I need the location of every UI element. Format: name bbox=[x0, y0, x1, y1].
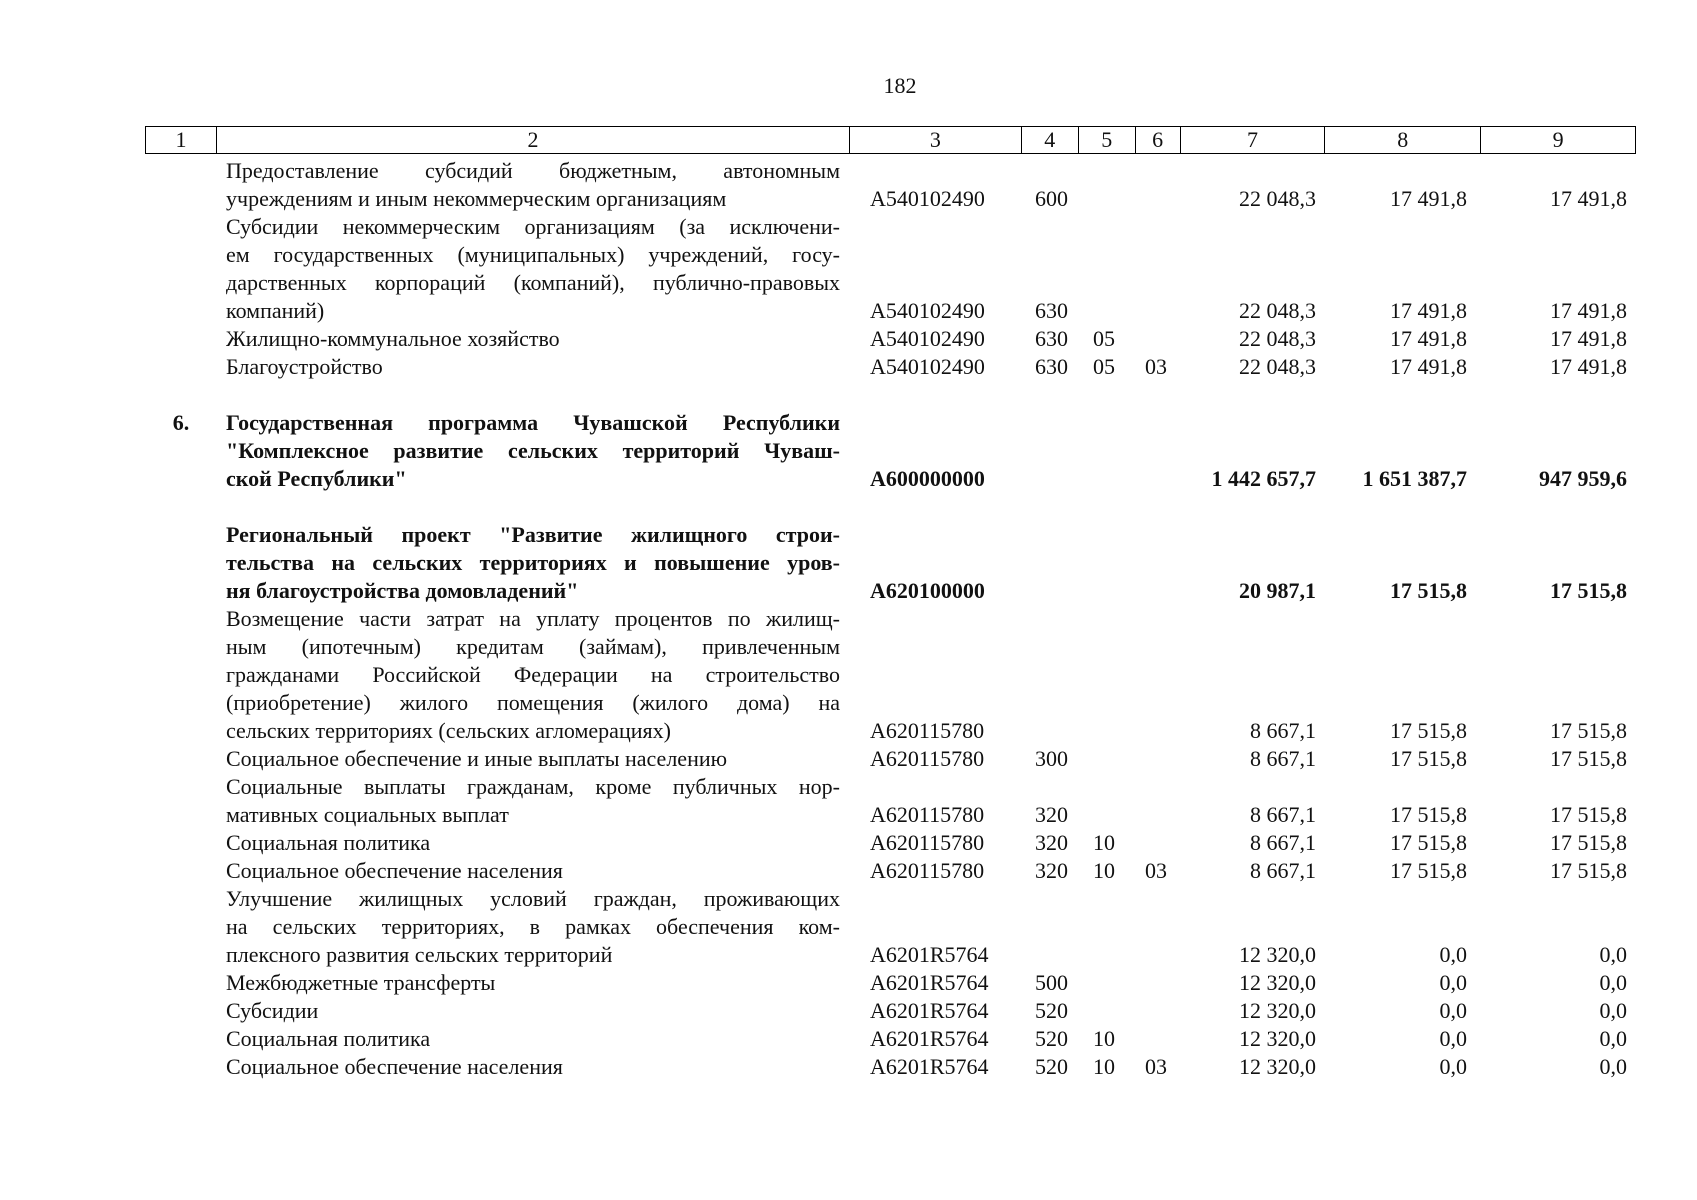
row-col-8: 17 491,8 bbox=[1390, 298, 1467, 323]
table-row bbox=[0, 297, 1697, 325]
row-col-7: 8 667,1 bbox=[1250, 802, 1316, 827]
row-code: А6201R5764 bbox=[870, 942, 989, 967]
row-code: А6201R5764 bbox=[870, 1026, 989, 1051]
row-col-9: 17 515,8 bbox=[1550, 746, 1627, 771]
table-row bbox=[0, 633, 1697, 661]
row-name-line: Социальное обеспечение населения bbox=[226, 858, 563, 883]
column-header-row bbox=[145, 126, 1636, 154]
row-col-9: 0,0 bbox=[1599, 1054, 1627, 1079]
row-number: 6. bbox=[172, 410, 190, 435]
row-name-line: гражданами Российской Федерации на строительство bbox=[226, 662, 840, 687]
table-row bbox=[0, 437, 1697, 465]
table-row bbox=[0, 885, 1697, 913]
row-col-4: 520 bbox=[1035, 1026, 1068, 1051]
row-name-line: Возмещение части затрат на уплату процентов по жилищ- bbox=[226, 606, 840, 631]
table-row bbox=[0, 409, 1697, 437]
column-header-6: 6 bbox=[1136, 127, 1181, 153]
row-name-line: компаний) bbox=[226, 298, 325, 323]
table-row bbox=[0, 465, 1697, 493]
row-col-4: 320 bbox=[1035, 830, 1068, 855]
row-name-line: на сельских территориях, в рамках обеспечения ком- bbox=[226, 914, 840, 939]
row-col-7: 8 667,1 bbox=[1250, 830, 1316, 855]
row-col-9: 17 515,8 bbox=[1550, 830, 1627, 855]
row-code: А620115780 bbox=[870, 746, 985, 771]
column-header-3: 3 bbox=[850, 127, 1022, 153]
row-col-7: 22 048,3 bbox=[1239, 354, 1316, 379]
row-col-9: 17 491,8 bbox=[1550, 354, 1627, 379]
row-col-8: 17 515,8 bbox=[1390, 578, 1467, 603]
row-col-7: 22 048,3 bbox=[1239, 326, 1316, 351]
row-col-7: 12 320,0 bbox=[1239, 970, 1316, 995]
row-name-line: ской Республики" bbox=[226, 466, 407, 491]
row-col-8: 0,0 bbox=[1439, 1026, 1467, 1051]
column-header-8: 8 bbox=[1325, 127, 1481, 153]
row-col-5: 10 bbox=[1093, 1026, 1115, 1051]
table-row bbox=[0, 213, 1697, 241]
row-col-7: 22 048,3 bbox=[1239, 298, 1316, 323]
table-row bbox=[0, 521, 1697, 549]
row-code: А620115780 bbox=[870, 802, 985, 827]
row-name-line: Социальная политика bbox=[226, 1026, 431, 1051]
row-name-line: Жилищно-коммунальное хозяйство bbox=[226, 326, 560, 351]
table-row bbox=[0, 353, 1697, 381]
row-code: А620115780 bbox=[870, 830, 985, 855]
row-col-7: 22 048,3 bbox=[1239, 186, 1316, 211]
row-name-line: Социальное обеспечение населения bbox=[226, 1054, 563, 1079]
row-code: А600000000 bbox=[870, 466, 985, 491]
table-row bbox=[0, 269, 1697, 297]
page-number: 182 bbox=[883, 73, 917, 98]
row-code: А6201R5764 bbox=[870, 998, 989, 1023]
row-code: А540102490 bbox=[870, 354, 985, 379]
table-row bbox=[0, 857, 1697, 885]
row-name-line: Социальное обеспечение и иные выплаты населению bbox=[226, 746, 728, 771]
row-col-9: 17 515,8 bbox=[1550, 858, 1627, 883]
row-code: А540102490 bbox=[870, 298, 985, 323]
table-row bbox=[0, 1025, 1697, 1053]
row-col-6: 03 bbox=[1145, 1054, 1167, 1079]
row-name-line: ня благоустройства домовладений" bbox=[226, 578, 579, 603]
row-name-line: Предоставление субсидий бюджетным, автономным bbox=[226, 158, 840, 183]
table-row bbox=[0, 801, 1697, 829]
column-header-9: 9 bbox=[1552, 127, 1564, 152]
row-col-9: 17 491,8 bbox=[1550, 298, 1627, 323]
row-col-9: 0,0 bbox=[1599, 1026, 1627, 1051]
column-header-4: 4 bbox=[1022, 127, 1079, 153]
row-col-7: 1 442 657,7 bbox=[1211, 466, 1316, 491]
row-col-5: 10 bbox=[1093, 858, 1115, 883]
row-col-8: 0,0 bbox=[1439, 998, 1467, 1023]
row-col-9: 17 515,8 bbox=[1550, 718, 1627, 743]
table-row bbox=[0, 745, 1697, 773]
row-name-line: Благоустройство bbox=[226, 354, 383, 379]
row-col-9: 0,0 bbox=[1599, 998, 1627, 1023]
row-col-4: 630 bbox=[1035, 326, 1068, 351]
table-row bbox=[0, 829, 1697, 857]
row-name-line: "Комплексное развитие сельских территорий Чуваш- bbox=[226, 438, 840, 463]
table-row bbox=[0, 577, 1697, 605]
column-header-5: 5 bbox=[1079, 127, 1136, 153]
row-name-line: Государственная программа Чувашской Республики bbox=[226, 410, 840, 435]
row-col-8: 0,0 bbox=[1439, 1054, 1467, 1079]
column-header-7: 7 bbox=[1181, 127, 1326, 153]
table-row bbox=[0, 913, 1697, 941]
row-col-4: 300 bbox=[1035, 746, 1068, 771]
row-col-8: 17 491,8 bbox=[1390, 186, 1467, 211]
row-col-4: 600 bbox=[1035, 186, 1068, 211]
row-col-8: 17 515,8 bbox=[1390, 858, 1467, 883]
row-name-line: Межбюджетные трансферты bbox=[226, 970, 496, 995]
table-row bbox=[0, 605, 1697, 633]
row-col-6: 03 bbox=[1145, 858, 1167, 883]
row-code: А620115780 bbox=[870, 718, 985, 743]
row-code: А620115780 bbox=[870, 858, 985, 883]
table-row bbox=[0, 1053, 1697, 1081]
row-name-line: Социальные выплаты гражданам, кроме публичных нор- bbox=[226, 774, 840, 799]
row-code: А6201R5764 bbox=[870, 970, 989, 995]
row-col-5: 05 bbox=[1093, 326, 1115, 351]
row-name-line: Социальная политика bbox=[226, 830, 431, 855]
row-col-5: 05 bbox=[1093, 354, 1115, 379]
row-col-9: 0,0 bbox=[1599, 942, 1627, 967]
row-code: А540102490 bbox=[870, 186, 985, 211]
row-col-5: 10 bbox=[1093, 830, 1115, 855]
row-col-5: 10 bbox=[1093, 1054, 1115, 1079]
column-header-1: 1 bbox=[146, 127, 217, 153]
row-col-8: 1 651 387,7 bbox=[1362, 466, 1467, 491]
row-name-line: Субсидии некоммерческим организациям (за исключени- bbox=[226, 214, 840, 239]
table-row bbox=[0, 241, 1697, 269]
row-name-line: Региональный проект "Развитие жилищного строи- bbox=[226, 522, 840, 547]
row-col-9: 17 515,8 bbox=[1550, 578, 1627, 603]
table-row bbox=[0, 773, 1697, 801]
table-row bbox=[0, 689, 1697, 717]
row-col-8: 17 515,8 bbox=[1390, 802, 1467, 827]
row-col-7: 12 320,0 bbox=[1239, 942, 1316, 967]
table-row bbox=[0, 325, 1697, 353]
table-row bbox=[0, 969, 1697, 997]
row-col-4: 500 bbox=[1035, 970, 1068, 995]
table-row bbox=[0, 661, 1697, 689]
row-name-line: тельства на сельских территориях и повышение уров- bbox=[226, 550, 840, 575]
row-col-4: 320 bbox=[1035, 802, 1068, 827]
column-header-2: 2 bbox=[217, 127, 850, 153]
row-code: А6201R5764 bbox=[870, 1054, 989, 1079]
row-col-7: 8 667,1 bbox=[1250, 858, 1316, 883]
row-name-line: (приобретение) жилого помещения (жилого дома) на bbox=[226, 690, 840, 715]
row-col-7: 20 987,1 bbox=[1239, 578, 1316, 603]
row-name-line: Субсидии bbox=[226, 998, 319, 1023]
table-row bbox=[0, 997, 1697, 1025]
row-name-line: мативных социальных выплат bbox=[226, 802, 509, 827]
row-name-line: плексного развития сельских территорий bbox=[226, 942, 613, 967]
table-row bbox=[0, 549, 1697, 577]
row-code: А620100000 bbox=[870, 578, 985, 603]
row-code: А540102490 bbox=[870, 326, 985, 351]
row-name-line: ем государственных (муниципальных) учреждений, госу- bbox=[226, 242, 840, 267]
row-name-line: сельских территориях (сельских агломерациях) bbox=[226, 718, 671, 743]
row-col-9: 0,0 bbox=[1599, 970, 1627, 995]
row-col-8: 0,0 bbox=[1439, 970, 1467, 995]
row-col-8: 17 515,8 bbox=[1390, 746, 1467, 771]
row-name-line: Улучшение жилищных условий граждан, проживающих bbox=[226, 886, 840, 911]
row-col-9: 17 515,8 bbox=[1550, 802, 1627, 827]
row-col-7: 12 320,0 bbox=[1239, 1026, 1316, 1051]
row-col-7: 12 320,0 bbox=[1239, 1054, 1316, 1079]
row-col-9: 17 491,8 bbox=[1550, 186, 1627, 211]
row-col-8: 17 491,8 bbox=[1390, 326, 1467, 351]
row-col-4: 520 bbox=[1035, 1054, 1068, 1079]
row-col-7: 8 667,1 bbox=[1250, 718, 1316, 743]
table-row bbox=[0, 717, 1697, 745]
row-col-8: 17 515,8 bbox=[1390, 718, 1467, 743]
row-col-8: 0,0 bbox=[1439, 942, 1467, 967]
row-col-8: 17 491,8 bbox=[1390, 354, 1467, 379]
row-col-8: 17 515,8 bbox=[1390, 830, 1467, 855]
row-name-line: ным (ипотечным) кредитам (займам), привлеченным bbox=[226, 634, 840, 659]
row-col-9: 947 959,6 bbox=[1539, 466, 1627, 491]
row-col-6: 03 bbox=[1145, 354, 1167, 379]
row-name-line: учреждениям и иным некоммерческим организациям bbox=[226, 186, 727, 211]
row-col-4: 630 bbox=[1035, 354, 1068, 379]
table-row bbox=[0, 185, 1697, 213]
row-col-7: 12 320,0 bbox=[1239, 998, 1316, 1023]
row-col-4: 320 bbox=[1035, 858, 1068, 883]
row-col-4: 630 bbox=[1035, 298, 1068, 323]
table-row bbox=[0, 941, 1697, 969]
row-name-line: дарственных корпораций (компаний), публично-правовых bbox=[226, 270, 840, 295]
row-col-9: 17 491,8 bbox=[1550, 326, 1627, 351]
row-col-4: 520 bbox=[1035, 998, 1068, 1023]
row-col-7: 8 667,1 bbox=[1250, 746, 1316, 771]
table-row bbox=[0, 157, 1697, 185]
